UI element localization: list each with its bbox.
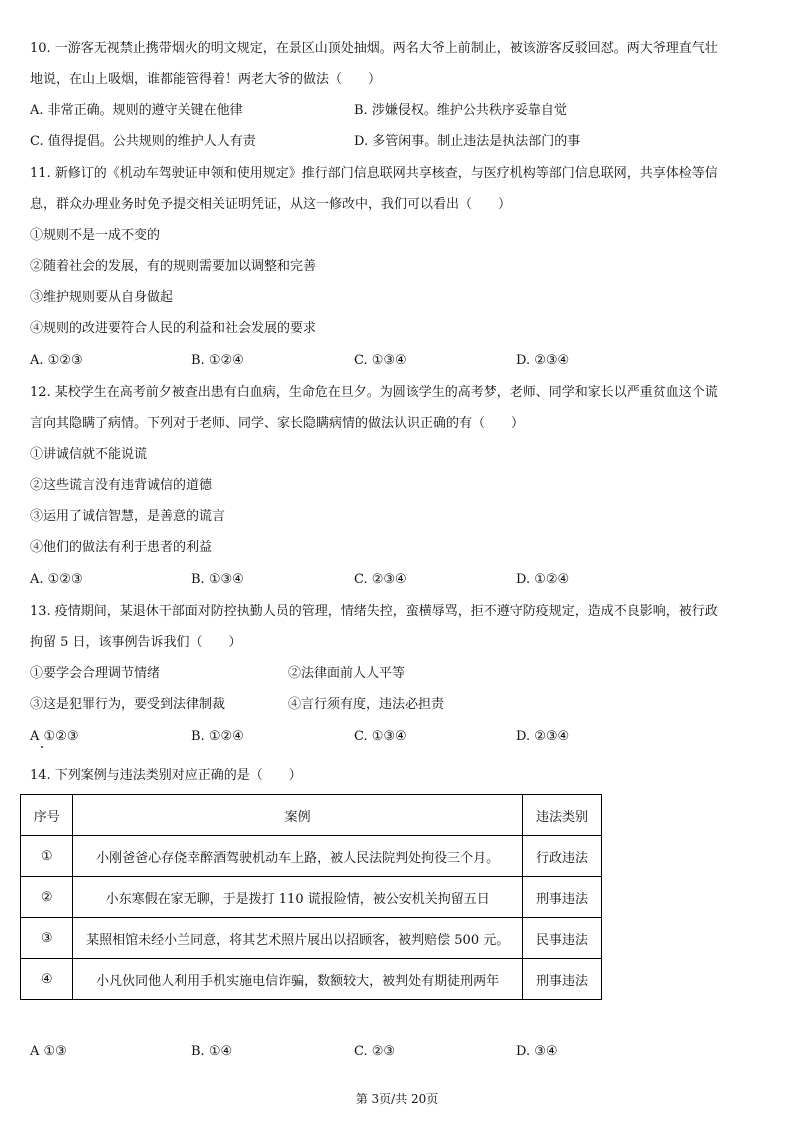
q13-item-1: ①要学会合理调节情绪 — [30, 666, 161, 681]
q12-option-c: C. ②③④ — [354, 572, 407, 587]
header-case: 案例 — [73, 795, 523, 836]
page-number-footer: 第 3页/共 20页 — [355, 1092, 439, 1106]
q12-item-1: ①讲诚信就不能说谎 — [30, 447, 148, 462]
q13-option-c: C. ①③④ — [354, 729, 407, 744]
q13-item-4: ④言行须有度，违法必担责 — [288, 697, 445, 712]
q10-stem-line-1: 10. 一游客无视禁止携带烟火的明文规定，在景区山顶处抽烟。两名大爷上前制止，被该游客反驳回怼。两大爷理直气壮 — [30, 41, 718, 56]
q11-option-c: C. ①③④ — [354, 353, 407, 368]
q14-option-c: C. ②③ — [354, 1044, 396, 1059]
q11-item-2: ②随着社会的发展，有的规则需要加以调整和完善 — [30, 259, 317, 274]
row-violation-type: 刑事违法 — [522, 877, 601, 918]
q11-option-a: A. ①②③ — [30, 353, 83, 368]
row-case: 小刚爸爸心存侥幸醉酒驾驶机动车上路，被人民法院判处拘役三个月。 — [73, 836, 523, 877]
q10-stem-line-2: 地说，在山上吸烟，谁都能管得着！两老大爷的做法（ ） — [30, 72, 382, 87]
q13-stem-line-2: 拘留 5 日，该事例告诉我们（ ） — [30, 635, 242, 650]
table-row — [21, 836, 602, 877]
table-row — [21, 918, 602, 959]
row-violation-type: 刑事违法 — [522, 959, 601, 1000]
row-violation-type: 行政违法 — [522, 836, 601, 877]
q13-item-3: ③这是犯罪行为，要受到法律制裁 — [30, 697, 226, 712]
q11-stem-line-1: 11. 新修订的《机动车驾驶证申领和使用规定》推行部门信息联网共享核查，与医疗机构等部门信息联网，共享体检等信 — [30, 166, 718, 181]
q14-case-table — [20, 794, 602, 1000]
q11-item-1: ①规则不是一成不变的 — [30, 228, 161, 243]
q11-item-4: ④规则的改进要符合人民的利益和社会发展的要求 — [30, 321, 317, 336]
q14-stem: 14. 下列案例与违法类别对应正确的是（ ） — [30, 768, 302, 783]
q11-item-3: ③维护规则要从自身做起 — [30, 290, 174, 305]
q14-option-b: B. ①④ — [191, 1044, 233, 1059]
q13-option-d: D. ②③④ — [516, 729, 570, 744]
q12-item-3: ③运用了诚信智慧，是善意的谎言 — [30, 509, 226, 524]
q12-option-d: D. ①②④ — [516, 572, 570, 587]
stray-dot-mark — [41, 746, 43, 748]
table-row — [21, 959, 602, 1000]
q12-option-b: B. ①③④ — [191, 572, 244, 587]
header-number: 序号 — [21, 795, 73, 836]
q12-stem-line-2: 言向其隐瞒了病情。下列对于老师、同学、家长隐瞒病情的做法认识正确的有（ ） — [30, 416, 525, 431]
q14-option-d: D. ③④ — [516, 1044, 558, 1059]
table-row — [21, 877, 602, 918]
q13-option-b: B. ①②④ — [191, 729, 244, 744]
q12-stem-line-1: 12. 某校学生在高考前夕被查出患有白血病，生命危在旦夕。为圆该学生的高考梦，老师、同学和家长以严重贫血这个谎 — [30, 385, 718, 400]
q12-item-2: ②这些谎言没有违背诚信的道德 — [30, 478, 213, 493]
row-violation-type: 民事违法 — [522, 918, 601, 959]
row-number: ① — [21, 836, 73, 877]
q13-item-2: ②法律面前人人平等 — [288, 666, 406, 681]
q13-stem-line-1: 13. 疫情期间，某退休干部面对防控执勤人员的管理，情绪失控，蛮横辱骂，拒不遵守防疫规定，造成不良影响，被行政 — [30, 604, 718, 619]
q11-option-d: D. ②③④ — [516, 353, 570, 368]
row-case: 某照相馆未经小兰同意，将其艺术照片展出以招顾客，被判赔偿 500 元。 — [73, 918, 523, 959]
row-case: 小东寒假在家无聊，于是拨打 110 谎报险情，被公安机关拘留五日 — [73, 877, 523, 918]
q12-option-a: A. ①②③ — [30, 572, 83, 587]
row-case: 小凡伙同他人利用手机实施电信诈骗，数额较大，被判处有期徒刑两年 — [73, 959, 523, 1000]
q10-option-b: B. 涉嫌侵权。维护公共秩序妥靠自觉 — [354, 103, 567, 118]
q13-option-a: A ①②③ — [30, 729, 79, 744]
q11-option-b: B. ①②④ — [191, 353, 244, 368]
table-header-row — [21, 795, 602, 836]
q10-option-d: D. 多管闲事。制止违法是执法部门的事 — [354, 134, 581, 149]
row-number: ④ — [21, 959, 73, 1000]
q12-item-4: ④他们的做法有利于患者的利益 — [30, 540, 213, 555]
q10-option-c: C. 值得提倡。公共规则的维护人人有责 — [30, 134, 256, 149]
q14-option-a: A ①③ — [30, 1044, 67, 1059]
row-number: ③ — [21, 918, 73, 959]
q10-option-a: A. 非常正确。规则的遵守关键在他律 — [30, 103, 243, 118]
row-number: ② — [21, 877, 73, 918]
q11-stem-line-2: 息，群众办理业务时免予提交相关证明凭证，从这一修改中，我们可以看出（ ） — [30, 197, 512, 212]
header-violation-type: 违法类别 — [522, 795, 601, 836]
